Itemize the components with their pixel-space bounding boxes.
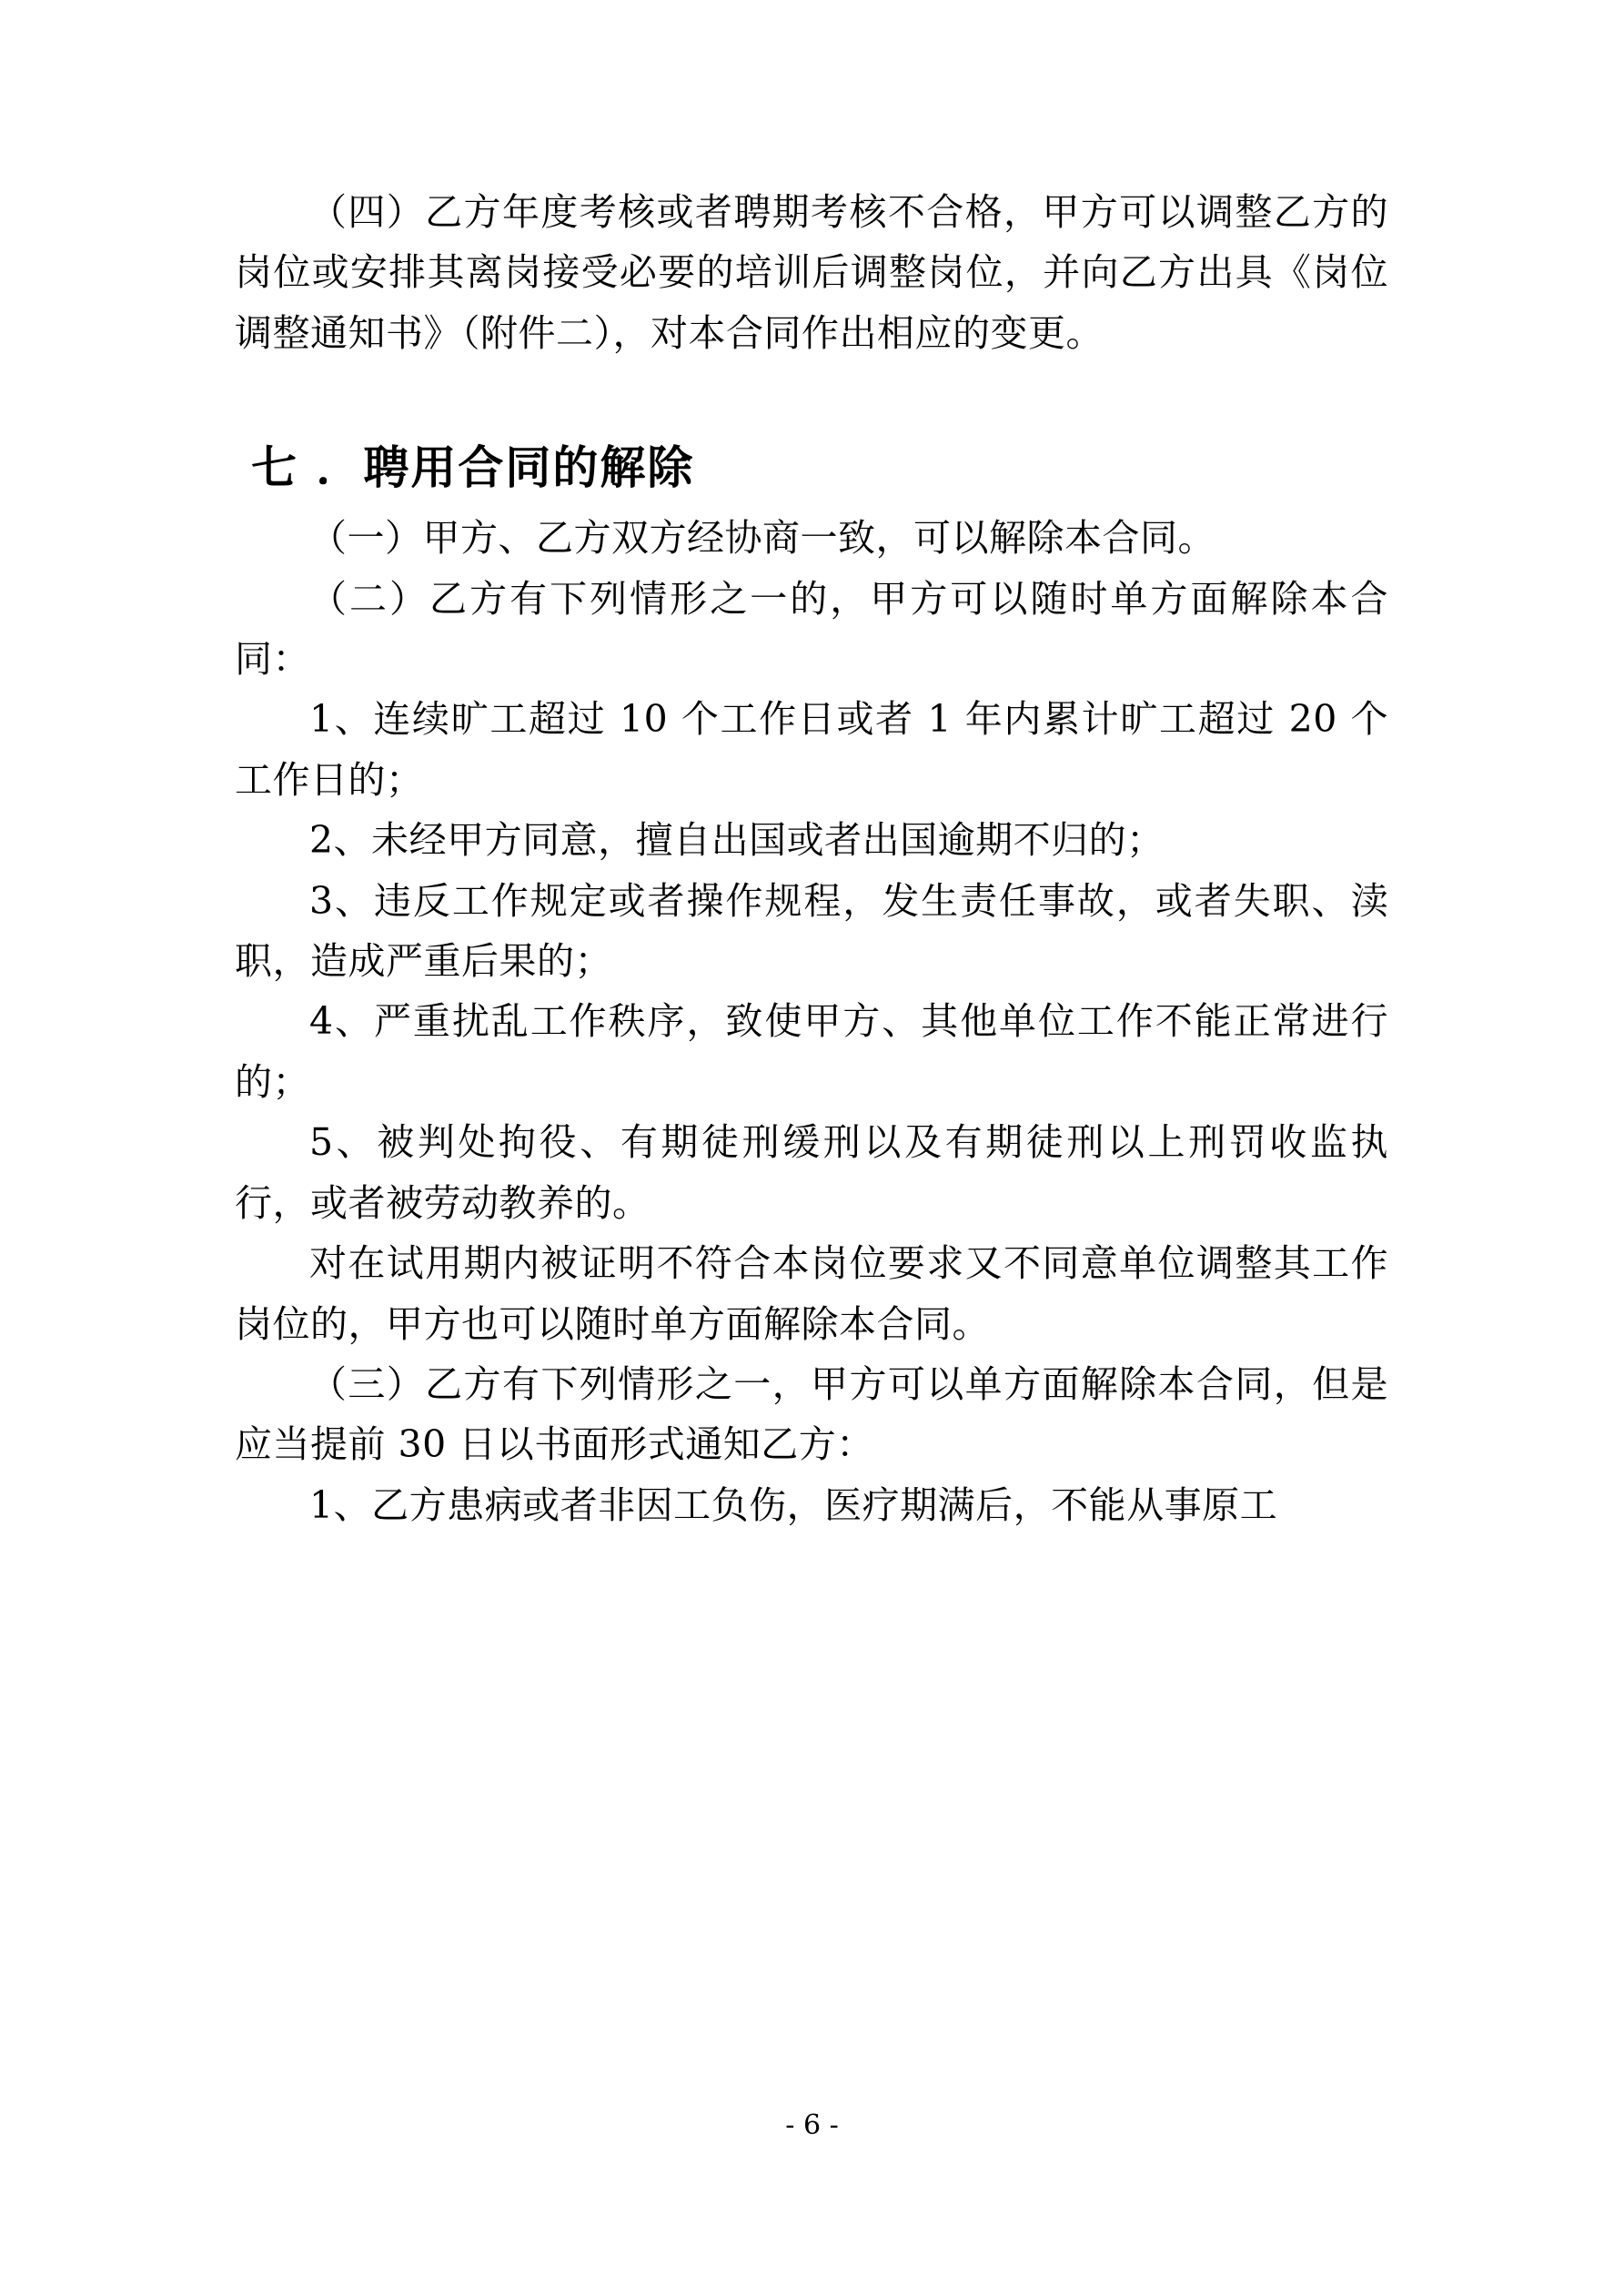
paragraph-item-two: （二）乙方有下列情形之一的，甲方可以随时单方面解除本合同： [235, 576, 1388, 682]
paragraph-list-3-1: 1、乙方患病或者非因工负伤，医疗期满后，不能从事原工 [309, 1482, 1278, 1527]
paragraph-list-2: 2、未经甲方同意，擅自出国或者出国逾期不归的； [309, 818, 1165, 863]
paragraph-list-5: 5、被判处拘役、有期徒刑缓刑以及有期徒刑以上刑罚收监执行，或者被劳动教养的。 [235, 1120, 1388, 1225]
paragraph-list-4: 4、严重扰乱工作秩序，致使甲方、其他单位工作不能正常进行的； [235, 999, 1388, 1104]
section-heading-article-seven: 七 ．聘用合同的解除 [251, 441, 695, 495]
paragraph-list-1: 1、连续旷工超过 10 个工作日或者 1 年内累计旷工超过 20 个工作日的； [235, 697, 1388, 802]
paragraph-probation-clause: 对在试用期内被证明不符合本岗位要求又不同意单位调整其工作岗位的，甲方也可以随时单方面解除本合同。 [235, 1241, 1388, 1346]
paragraph-article-six-item-four: （四）乙方年度考核或者聘期考核不合格，甲方可以调整乙方的岗位或安排其离岗接受必要的培训后调整岗位，并向乙方出具《岗位调整通知书》（附件二），对本合同作出相应的变更。 [235, 190, 1388, 355]
page-number: - 6 - [785, 2109, 839, 2141]
paragraph-list-3: 3、违反工作规定或者操作规程，发生责任事故，或者失职、渎职，造成严重后果的； [235, 878, 1388, 984]
section-heading-wrapper [235, 434, 1388, 502]
paragraph-item-one: （一）甲方、乙方双方经协商一致，可以解除本合同。 [309, 516, 1215, 561]
section-spacer [235, 363, 1388, 434]
paragraph-item-three: （三）乙方有下列情形之一，甲方可以单方面解除本合同，但是应当提前 30 日以书面形式通知乙方： [235, 1361, 1388, 1467]
document-body [235, 182, 1388, 1535]
